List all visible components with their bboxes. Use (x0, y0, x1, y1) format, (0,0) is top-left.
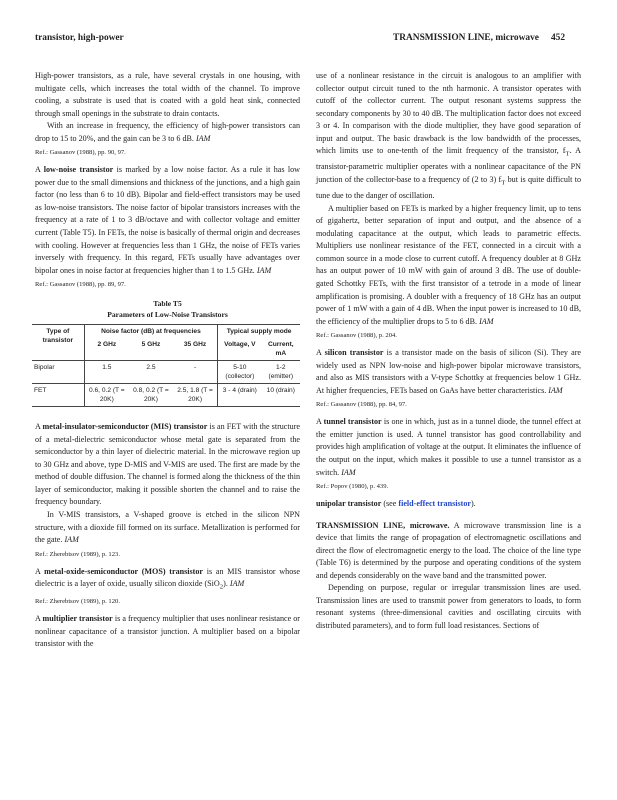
th-35ghz: 35 GHz (183, 341, 207, 349)
author-initials: IAM (64, 535, 79, 545)
entry-mos: A metal-oxide-semiconductor (MOS) transistor is an MIS transistor whose dielectric is a layer of oxide, usually silicon dioxide (SiO$_2$). IAM (35, 566, 300, 591)
header-right: TRANSMISSION LINE, microwave (393, 33, 539, 43)
reference: Ref.: Gassanov (1988), p. 204. (316, 332, 397, 340)
th-noise: Noise factor (dB) at frequencies (84, 325, 217, 339)
entry-term: tunnel transistor (323, 417, 382, 427)
left-column (35, 70, 300, 651)
running-header (35, 33, 565, 47)
reference: Ref.: Zherebtsov (1989), p. 123. (35, 550, 120, 558)
paragraph: In V-MIS transistors, a V-shaped groove is etched in the silicon NPN structure, with a dioxide fill formed on its surface. Metallization is performed for the gate. IAM (35, 510, 300, 545)
header-right-group (393, 33, 565, 43)
entry-multiplier: A multiplier transistor is a frequency multiplier that uses nonlinear resistance or nonlinear capacitance of a transistor junction. A multiplier based on a bipolar transistor with the (35, 614, 300, 649)
th-5ghz: 5 GHz (141, 341, 161, 349)
entry-term: unipolar transistor (316, 499, 382, 509)
reference: Ref.: Gassanov (1988), pp. 89, 97. (35, 281, 126, 289)
author-initials: IAM (195, 133, 211, 143)
reference: Ref.: Popov (1980), p. 439. (316, 483, 389, 491)
entry-term: metal-oxide-semiconductor (MOS) transistor (44, 566, 204, 576)
author-initials: IAM (548, 385, 563, 395)
table-row: FET 0.6, 0.2 (T = 20K) 0.8, 0.2 (T = 20K) 2.5, 1.8 (T = 20K) 3 - 4 (drain) 10 (drain) (32, 384, 300, 407)
th-type: Type of transistor (32, 325, 84, 361)
entry-transmission-line: TRANSMISSION LINE, microwave. A microwave transmission line is a device that limits the range of propagation of electromagnetic oscillations and direct the flow of electromagnetic energy to the load. The choice of the line type (Table T6) is determined by the purpose and operating conditions of the system and depends considerably on the wave band and the transmitted power. (316, 520, 581, 580)
cross-reference-link[interactable]: field-effect transistor (398, 499, 471, 509)
reference: Ref.: Zherebtsov (1989), p. 120. (35, 598, 120, 606)
author-initials: IAM (256, 265, 272, 275)
th-2ghz: 2 GHz (84, 338, 129, 361)
header-left: transistor, high-power (35, 33, 124, 43)
entry-term: low-noise transistor (43, 165, 114, 175)
entry-term: TRANSMISSION LINE, microwave. (316, 520, 450, 530)
right-column (316, 70, 581, 633)
paragraph: With an increase in frequency, the efficiency of high-power transistors can drop to 15 to 20%, and the gain can be 3 to 6 dB. IAM (35, 121, 300, 143)
paragraph: High-power transistors, as a rule, have several crystals in one housing, with multigate cells, which increases the total width of the channel. To improve cooling, a substrate is used that is coated with a gold heat sink, connected through small openings in the substrate to drain contacts. (35, 71, 300, 118)
author-initials: IAM (341, 467, 356, 477)
entry-term: silicon transistor (324, 348, 384, 358)
paragraph: use of a nonlinear resistance in the circuit is analogous to an amplifier with collector output circuit tuned to the nth harmonic. A transistor operates with cutoff of the collector current. The output resonant systems suppress the secondary components by 30 to 40 dB. The multiplication factor does not exceed 3 or 4. In comparison with the diode multiplier, they have good separation of input and output. The basic drawback is the low bandwidth of the processes, which limits use to one-tenth of the limit frequency of the transistor, $f_T$. A transistor-parametric multiplier operates with a nonlinear capacitance of the PN junction of the collector-base to a frequency of (2 to 3) $f_T$ but is quite difficult to tune due to the danger of oscillation. (316, 71, 581, 201)
table-title: Parameters of Low-Noise Transistors (107, 310, 228, 320)
paragraph: A multiplier based on FETs is marked by a higher frequency limit, up to tens of gigahertz, better separation of input and output, and the absence of a modulating capacitance at the output, which leads to parametric effects. Multipliers use nonlinear resistance of the FET, connected in a circuit with a common source in a mode close to current cutoff. A frequency doubler at 8 GHz has an output power of 10 mW with gain of around 3 dB. The use of double-gated Schottky FETs, with the first transistor of a tetrode in a mode of linear amplification is promising. A doubler with a frequency of 18 GHz has an output power of 1 mW with a gain of 4 dB. When the input power is increased to 10 dB, the efficiency of the multiplier drops to 5 to 6 dB. IAM (316, 203, 581, 326)
table-label: Table T5 (153, 299, 182, 309)
entry-tunnel: A tunnel transistor is one in which, just as in a tunnel diode, the tunnel effect at the emitter junction is used. A tunnel transistor has good controllability and provides high amplification of voltage at the output. It eliminates the influence of the output on the input, which makes it possible to use a tunnel transistor as a switch. IAM (316, 417, 581, 477)
reference: Ref.: Gassanov (1988), pp. 84, 97. (316, 401, 407, 409)
entry-low-noise: A low-noise transistor is marked by a low noise factor. As a rule it has low power due to the small dimensions and thickness of the junctions, and a high gain factor (no less than 6 to 10 dB). Bipolar and field-effect transistors may be used as low-noise transistors. The noise factor of bipolar transistors increases with the frequency at a rate of 1 to 3 dB/octave and with collector voltage and emitter current (Table T5). In FETs, the noise is basically of thermal origin and decreases with cooling. However at frequencies less than 1 GHz, the noise of FETs varies inversely with frequency. In this regard, FETs usually have advantages over bipolar ones in noise factor at frequencies higher than 1 to 1.5 GHz. IAM (35, 165, 300, 275)
entry-term: multiplier transistor (42, 614, 113, 624)
entry-silicon: A silicon transistor is a transistor made on the basis of silicon (Si). They are widely used as NPN low-noise and high-power bipolar microwave transistors, and also as MIS transistors with a V-type Schottky at frequencies below 1 GHz. At higher frequencies, FETs based on GaAs have better characteristics. IAM (316, 348, 581, 395)
entry-unipolar: unipolar transistor (see field-effect transistor). (316, 499, 476, 509)
reference: Ref.: Gassanov (1988), pp. 90, 97. (35, 149, 126, 157)
table-row: Bipolar 1.5 2.5 - 5-10 (collector) 1-2 (emitter) (32, 361, 300, 384)
table-t5 (32, 324, 300, 407)
entry-mis: A metal-insulator-semiconductor (MIS) transistor is an FET with the structure of a metal-dielectric semiconductor whose metal gate is separated from the semiconductor by a thin layer of dielectric material. In the microwave region up to 30 GHz and above, type D-MIS and V-MIS are used. The first are made by the method of double diffusion. The channel is formed along the thickness of the thin layer of semiconductor, making it possible shorten the channel and to raise the frequency boundary. (35, 422, 300, 507)
entry-term: metal-insulator-semiconductor (MIS) transistor (42, 422, 208, 432)
page-number: 452 (550, 33, 565, 43)
paragraph: Depending on purpose, regular or irregular transmission lines are used. Transmission lines are used to transmit power from generators to loads, to form resonant systems (three-dimensional cavities and oscillating circuits with distributed parameters), and to form full load resistances. Sections of (316, 583, 581, 630)
author-initials: IAM (229, 579, 245, 589)
author-initials: IAM (479, 316, 494, 326)
th-current: Current, mA (267, 341, 294, 358)
table-caption (35, 298, 300, 320)
th-supply: Typical supply mode (218, 325, 300, 339)
th-voltage: Voltage, V (218, 338, 262, 361)
